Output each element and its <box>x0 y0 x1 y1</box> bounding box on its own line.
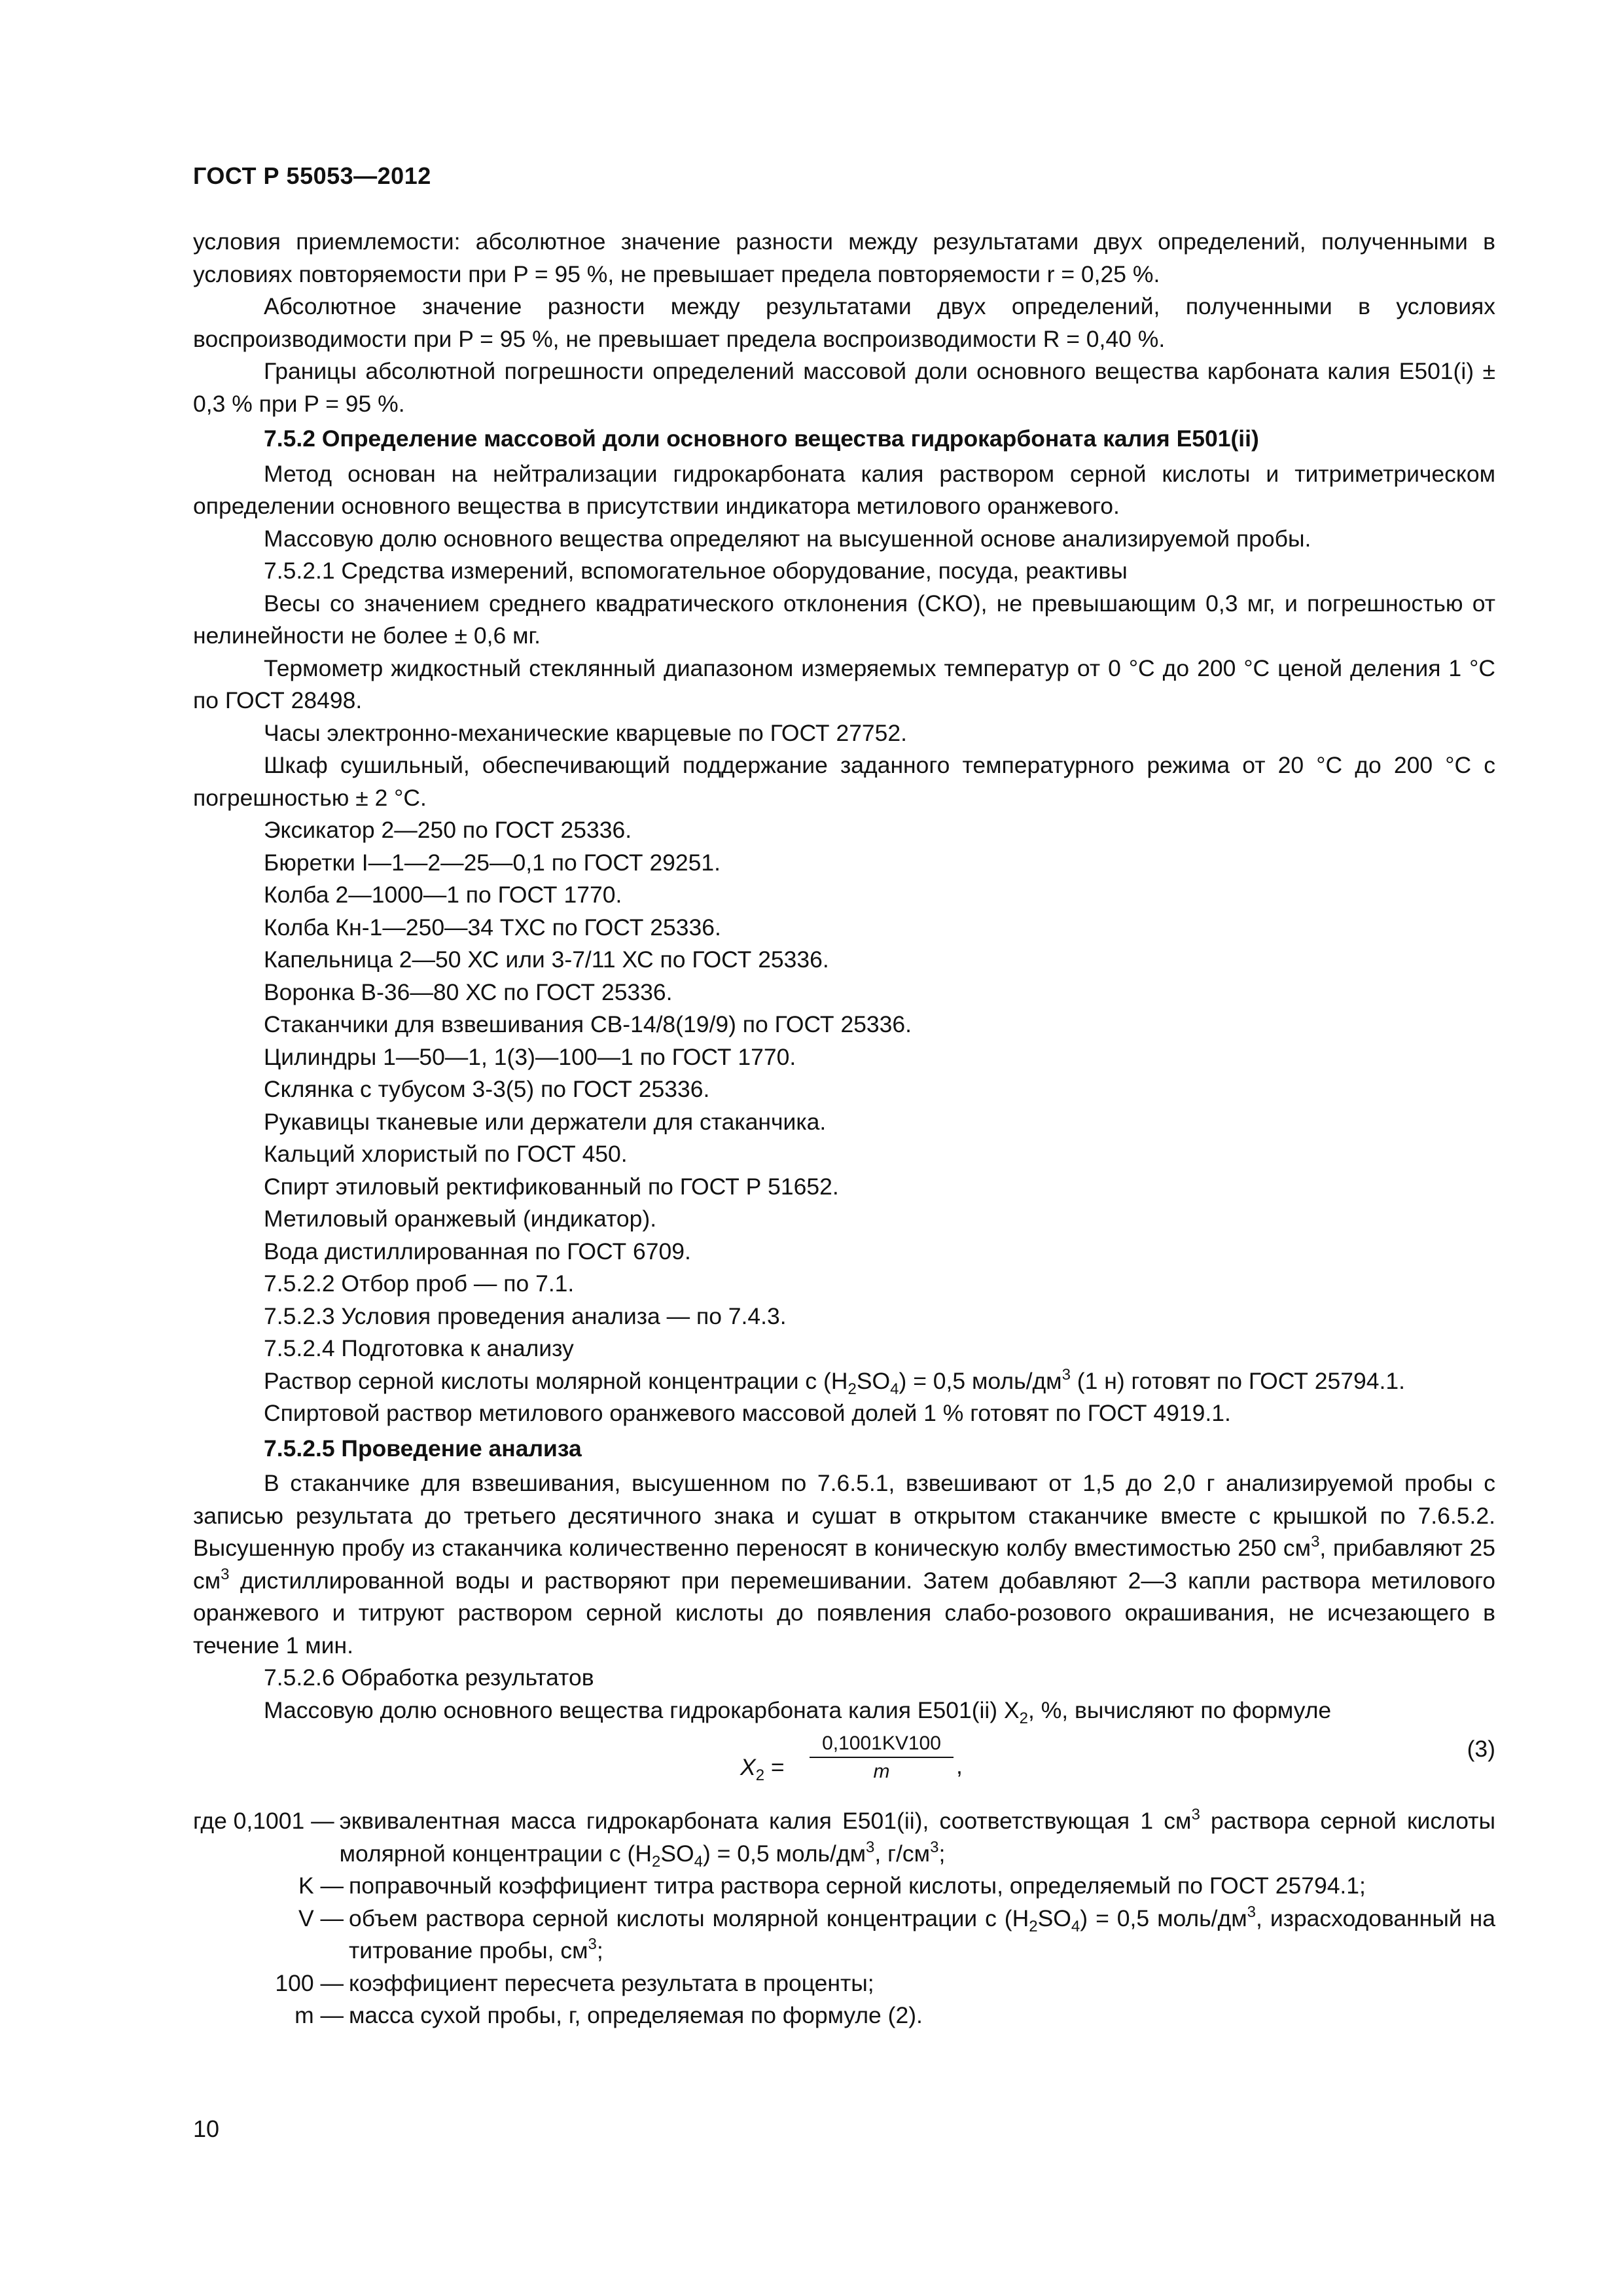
list-item: Стаканчики для взвешивания СВ-14/8(19/9) по ГОСТ 25336. <box>264 1011 912 1037</box>
paragraph: Раствор серной кислоты молярной концентрации c $(H_2SO_4) = 0,5$ моль/$дм^3$ (1 н) готовят по ГОСТ 25794.1. <box>264 1365 1405 1398</box>
definition-term: 100 — <box>275 1969 344 1996</box>
definitions <box>193 1805 1495 2032</box>
list-item: Эксикатор 2—250 по ГОСТ 25336. <box>264 817 632 843</box>
definition-text: поправочный коэффициент титра раствора серной кислоты, определяемый по ГОСТ 25794.1; <box>349 1873 1366 1899</box>
section-heading: 7.5.2 Определение массовой доли основного вещества гидрокарбоната калия Е501(ii) <box>264 425 1259 452</box>
definition-row <box>193 1870 1495 1903</box>
list-item: Воронка В-36—80 ХС по ГОСТ 25336. <box>264 978 673 1005</box>
formula-fraction <box>810 1731 954 1785</box>
definition-term: m — <box>294 2002 344 2028</box>
paragraph: Массовую долю основного вещества определяют на высушенной основе анализируемой пробы. <box>264 525 1311 552</box>
list-item: Рукавицы тканевые или держатели для стаканчика. <box>264 1108 827 1135</box>
section-heading: 7.5.2.5 Проведение анализа <box>264 1435 582 1462</box>
subsection-title: 7.5.2.1 Средства измерений, вспомогательное оборудование, посуда, реактивы <box>264 558 1128 584</box>
equation-number: (3) <box>1467 1736 1495 1762</box>
definition-text: коэффициент пересчета результата в проценты; <box>349 1969 874 1996</box>
subsection-title: 7.5.2.2 Отбор проб — по 7.1. <box>264 1270 575 1297</box>
list-item: Кальций хлористый по ГОСТ 450. <box>264 1141 628 1167</box>
definition-row <box>193 1903 1495 1967</box>
list-item: Капельница 2—50 ХС или 3-7/11 ХС по ГОСТ 25336. <box>264 946 829 973</box>
definition-text: объем раствора серной кислоты молярной концентрации c $(H_2SO_4) = 0,5$ моль/$дм^3$, израсходованный на титрование пробы, $см^3$; <box>349 1903 1496 1964</box>
definition-term: V — <box>298 1905 344 1931</box>
formula <box>193 1727 1495 1799</box>
list-item: Бюретки I—1—2—25—0,1 по ГОСТ 29251. <box>264 849 721 876</box>
subsection-title: 7.5.2.4 Подготовка к анализу <box>264 1335 574 1361</box>
paragraph: Спиртовой раствор метилового оранжевого массовой долей 1 % готовят по ГОСТ 4919.1. <box>264 1400 1231 1426</box>
paragraph: Шкаф сушильный, обеспечивающий поддержание заданного температурного режима от 20 °С до 200 °С с погрешностью ± 2 °С. <box>193 752 1495 811</box>
list-item: Склянка с тубусом 3-3(5) по ГОСТ 25336. <box>264 1076 710 1102</box>
list-item: Часы электронно-механические кварцевые по ГОСТ 27752. <box>264 719 908 746</box>
paragraph: Термометр жидкостный стеклянный диапазоном измеряемых температур от 0 °С до 200 °С ценой деления 1 °С по ГОСТ 28498. <box>193 655 1495 713</box>
subsection-title: 7.5.2.6 Обработка результатов <box>264 1664 594 1691</box>
definition-text: масса сухой пробы, г, определяемая по формуле (2). <box>349 2002 923 2028</box>
list-item: Спирт этиловый ректификованный по ГОСТ Р 51652. <box>264 1173 839 1200</box>
paragraph: Абсолютное значение разности между результатами двух определений, полученными в условиях воспроизводимости при P = 95 %, не превышает предела воспроизводимости R = 0,40 %. <box>193 293 1495 352</box>
document-body <box>193 226 1495 2032</box>
definition-row <box>193 2000 1495 2032</box>
list-item: Вода дистиллированная по ГОСТ 6709. <box>264 1238 691 1265</box>
list-item: Колба 2—1000—1 по ГОСТ 1770. <box>264 882 622 908</box>
definition-text: эквивалентная масса гидрокарбоната калия Е501(ii), соответствующая 1 $см^3$ раствора серной кислоты молярной концентрации c $(H_2SO_4) = 0,5$ моль/$дм^3$, $г/см^3$; <box>339 1806 1495 1871</box>
formula-comma: , <box>956 1753 963 1779</box>
definition-term: где 0,1001 — <box>193 1808 334 1834</box>
paragraph: Метод основан на нейтрализации гидрокарбоната калия раствором серной кислоты и титриметрическом определении основного вещества в присутствии индикатора метилового оранжевого. <box>193 460 1495 519</box>
formula-denominator: m <box>873 1761 890 1782</box>
definition-row <box>193 1967 1495 2000</box>
definition-term: K — <box>298 1873 344 1899</box>
page-number: 10 <box>193 2115 220 2142</box>
formula-lhs: $X_2$ = <box>740 1754 785 1784</box>
paragraph: Границы абсолютной погрешности определений массовой доли основного вещества карбоната калия Е501(i) ± 0,3 % при P = 95 %. <box>193 358 1495 417</box>
paragraph: В стаканчике для взвешивания, высушенном по 7.6.5.1, взвешивают от 1,5 до 2,0 г анализируемой пробы с записью результата до третьего десятичного знака и сушат в открытом стаканчике вместе с крышкой по 7.6.5.2. Высушенную пробу из стаканчика количественно переносят в коническую колбу вместимостью 250 $см^3$, прибавляют 25 $см^3$ дистиллированной воды и растворяют при перемешивании. Затем добавляют 2—3 капли раствора метилового оранжевого и титруют раствором серной кислоты до появления слабо-розового окрашивания, не исчезающего в течение 1 мин. <box>193 1470 1495 1659</box>
formula-numerator: 0,1001KV100 <box>810 1731 954 1758</box>
list-item: Метиловый оранжевый (индикатор). <box>264 1206 657 1232</box>
list-item: Цилиндры 1—50—1, 1(3)—100—1 по ГОСТ 1770. <box>264 1043 796 1070</box>
paragraph: Весы со значением среднего квадратического отклонения (СКО), не превышающим 0,3 мг, и погрешностью от нелинейности не более ± 0,6 мг. <box>193 590 1495 649</box>
subsection-title: 7.5.2.3 Условия проведения анализа — по 7.4.3. <box>264 1302 787 1329</box>
paragraph: Массовую долю основного вещества гидрокарбоната калия Е501(ii) $X_2$, %, вычисляют по формуле <box>264 1696 1332 1727</box>
document-header: ГОСТ Р 55053—2012 <box>193 162 431 189</box>
definition-row <box>193 1805 1495 1870</box>
list-item: Колба Кн-1—250—34 ТХС по ГОСТ 25336. <box>264 914 721 941</box>
paragraph: условия приемлемости: абсолютное значение разности между результатами двух определений, полученными в условиях повторяемости при P = 95 %, не превышает предела повторяемости r = 0,25 %. <box>193 228 1495 287</box>
